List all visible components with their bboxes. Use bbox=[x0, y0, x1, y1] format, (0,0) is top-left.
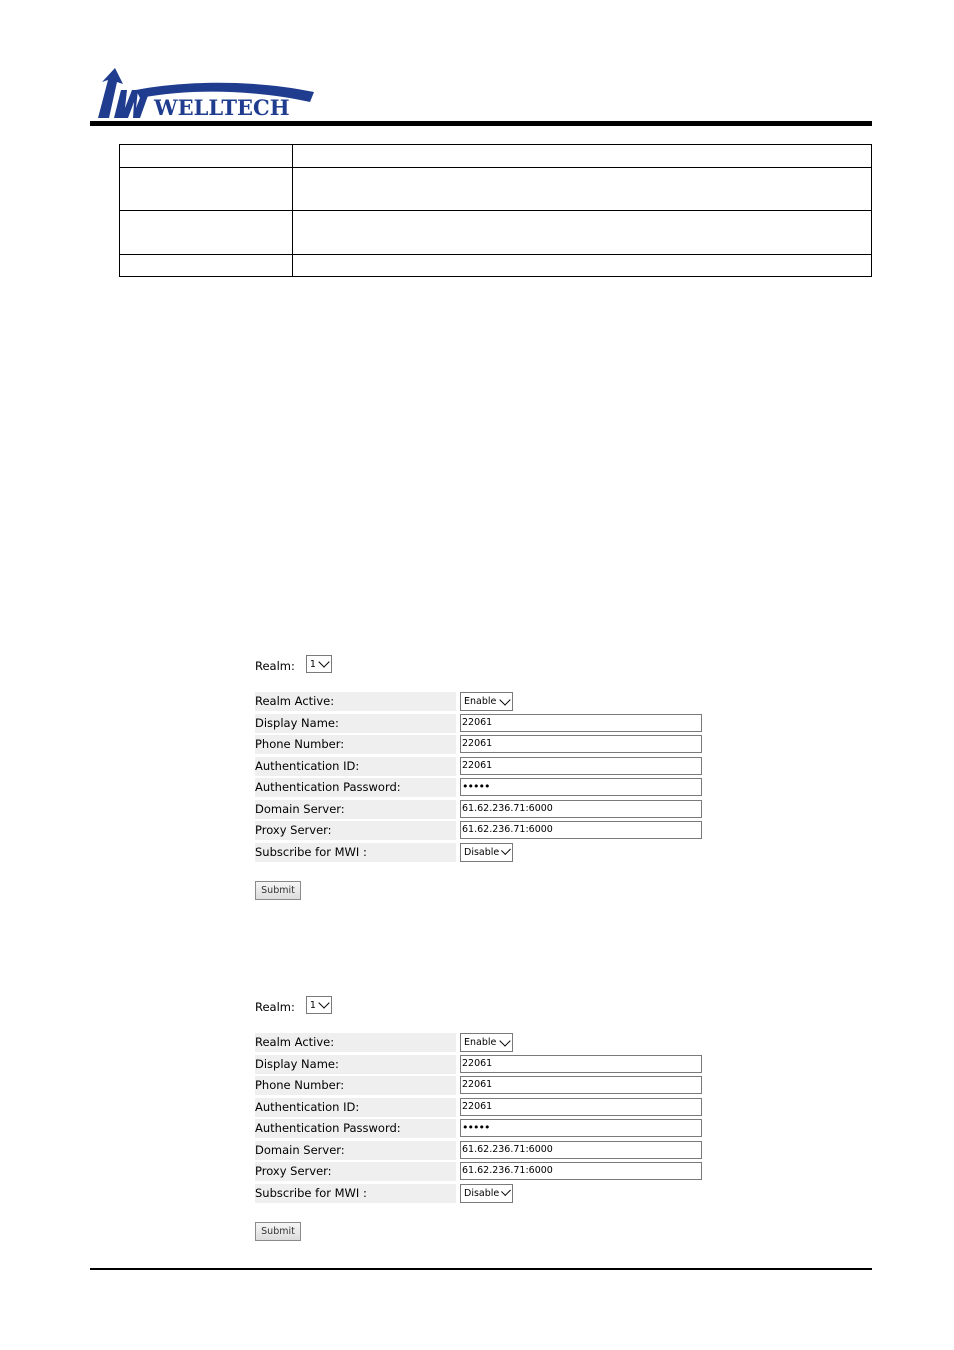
row-realm-active bbox=[255, 1032, 715, 1054]
table-cell bbox=[293, 211, 872, 255]
auth-password-input[interactable]: ••••• bbox=[460, 1119, 702, 1137]
row-realm-active bbox=[255, 691, 715, 713]
row-auth-id bbox=[255, 1097, 715, 1119]
auth-id-input[interactable]: 22061 bbox=[460, 1098, 702, 1116]
display-name-input[interactable]: 22061 bbox=[460, 1055, 702, 1073]
realm-label: Realm: bbox=[255, 1000, 295, 1014]
submit-button[interactable]: Submit bbox=[255, 881, 301, 900]
domain-server-label: Domain Server: bbox=[255, 1141, 456, 1160]
domain-server-input[interactable]: 61.62.236.71:6000 bbox=[460, 800, 702, 818]
chevron-down-icon bbox=[499, 694, 510, 705]
phone-number-label: Phone Number: bbox=[255, 735, 456, 754]
realm-selector-line bbox=[255, 995, 332, 1015]
row-auth-password bbox=[255, 1118, 715, 1140]
footer-rule bbox=[90, 1268, 872, 1270]
proxy-server-label: Proxy Server: bbox=[255, 1162, 456, 1181]
phone-number-input[interactable]: 22061 bbox=[460, 1076, 702, 1094]
domain-server-label: Domain Server: bbox=[255, 800, 456, 819]
row-subscribe-mwi bbox=[255, 842, 715, 864]
row-domain-server bbox=[255, 1140, 715, 1162]
row-domain-server bbox=[255, 799, 715, 821]
chevron-down-icon bbox=[318, 656, 329, 667]
realm-selector-line bbox=[255, 654, 332, 674]
table-cell bbox=[120, 255, 293, 277]
row-phone-number bbox=[255, 734, 715, 756]
domain-server-input[interactable]: 61.62.236.71:6000 bbox=[460, 1141, 702, 1159]
table-cell bbox=[293, 145, 872, 168]
auth-id-label: Authentication ID: bbox=[255, 1098, 456, 1117]
table-cell bbox=[120, 168, 293, 211]
welltech-logo bbox=[96, 68, 318, 122]
row-display-name bbox=[255, 1054, 715, 1076]
proxy-server-input[interactable]: 61.62.236.71:6000 bbox=[460, 821, 702, 839]
realm-form-2 bbox=[255, 995, 715, 1245]
chevron-down-icon bbox=[501, 1186, 511, 1196]
row-subscribe-mwi bbox=[255, 1183, 715, 1205]
realm-active-select[interactable]: Enable bbox=[460, 692, 513, 711]
table-cell bbox=[293, 255, 872, 277]
realm-form-1 bbox=[255, 654, 715, 904]
table-cell bbox=[293, 168, 872, 211]
settings-rows bbox=[255, 691, 715, 863]
realm-active-label: Realm Active: bbox=[255, 1033, 456, 1052]
row-display-name bbox=[255, 713, 715, 735]
submit-button[interactable]: Submit bbox=[255, 1222, 301, 1241]
auth-id-input[interactable]: 22061 bbox=[460, 757, 702, 775]
document-table bbox=[119, 144, 872, 277]
row-auth-id bbox=[255, 756, 715, 778]
realm-label: Realm: bbox=[255, 659, 295, 673]
row-auth-password bbox=[255, 777, 715, 799]
proxy-server-input[interactable]: 61.62.236.71:6000 bbox=[460, 1162, 702, 1180]
row-proxy-server bbox=[255, 820, 715, 842]
subscribe-mwi-label: Subscribe for MWI : bbox=[255, 1184, 456, 1203]
realm-select[interactable]: 1 bbox=[306, 996, 332, 1014]
row-proxy-server bbox=[255, 1161, 715, 1183]
settings-rows bbox=[255, 1032, 715, 1204]
realm-active-label: Realm Active: bbox=[255, 692, 456, 711]
phone-number-input[interactable]: 22061 bbox=[460, 735, 702, 753]
realm-select[interactable]: 1 bbox=[306, 655, 332, 673]
subscribe-mwi-select[interactable]: Disable bbox=[460, 843, 513, 862]
display-name-input[interactable]: 22061 bbox=[460, 714, 702, 732]
row-phone-number bbox=[255, 1075, 715, 1097]
header-rule bbox=[90, 121, 872, 126]
subscribe-mwi-select[interactable]: Disable bbox=[460, 1184, 513, 1203]
display-name-label: Display Name: bbox=[255, 1055, 456, 1074]
auth-password-input[interactable]: ••••• bbox=[460, 778, 702, 796]
svg-text:WELLTECH: WELLTECH bbox=[154, 95, 290, 120]
auth-id-label: Authentication ID: bbox=[255, 757, 456, 776]
auth-password-label: Authentication Password: bbox=[255, 778, 456, 797]
chevron-down-icon bbox=[501, 845, 511, 855]
table-cell bbox=[120, 211, 293, 255]
display-name-label: Display Name: bbox=[255, 714, 456, 733]
auth-password-label: Authentication Password: bbox=[255, 1119, 456, 1138]
phone-number-label: Phone Number: bbox=[255, 1076, 456, 1095]
chevron-down-icon bbox=[318, 997, 329, 1008]
proxy-server-label: Proxy Server: bbox=[255, 821, 456, 840]
subscribe-mwi-label: Subscribe for MWI : bbox=[255, 843, 456, 862]
chevron-down-icon bbox=[499, 1035, 510, 1046]
table-cell bbox=[120, 145, 293, 168]
realm-active-select[interactable]: Enable bbox=[460, 1033, 513, 1052]
